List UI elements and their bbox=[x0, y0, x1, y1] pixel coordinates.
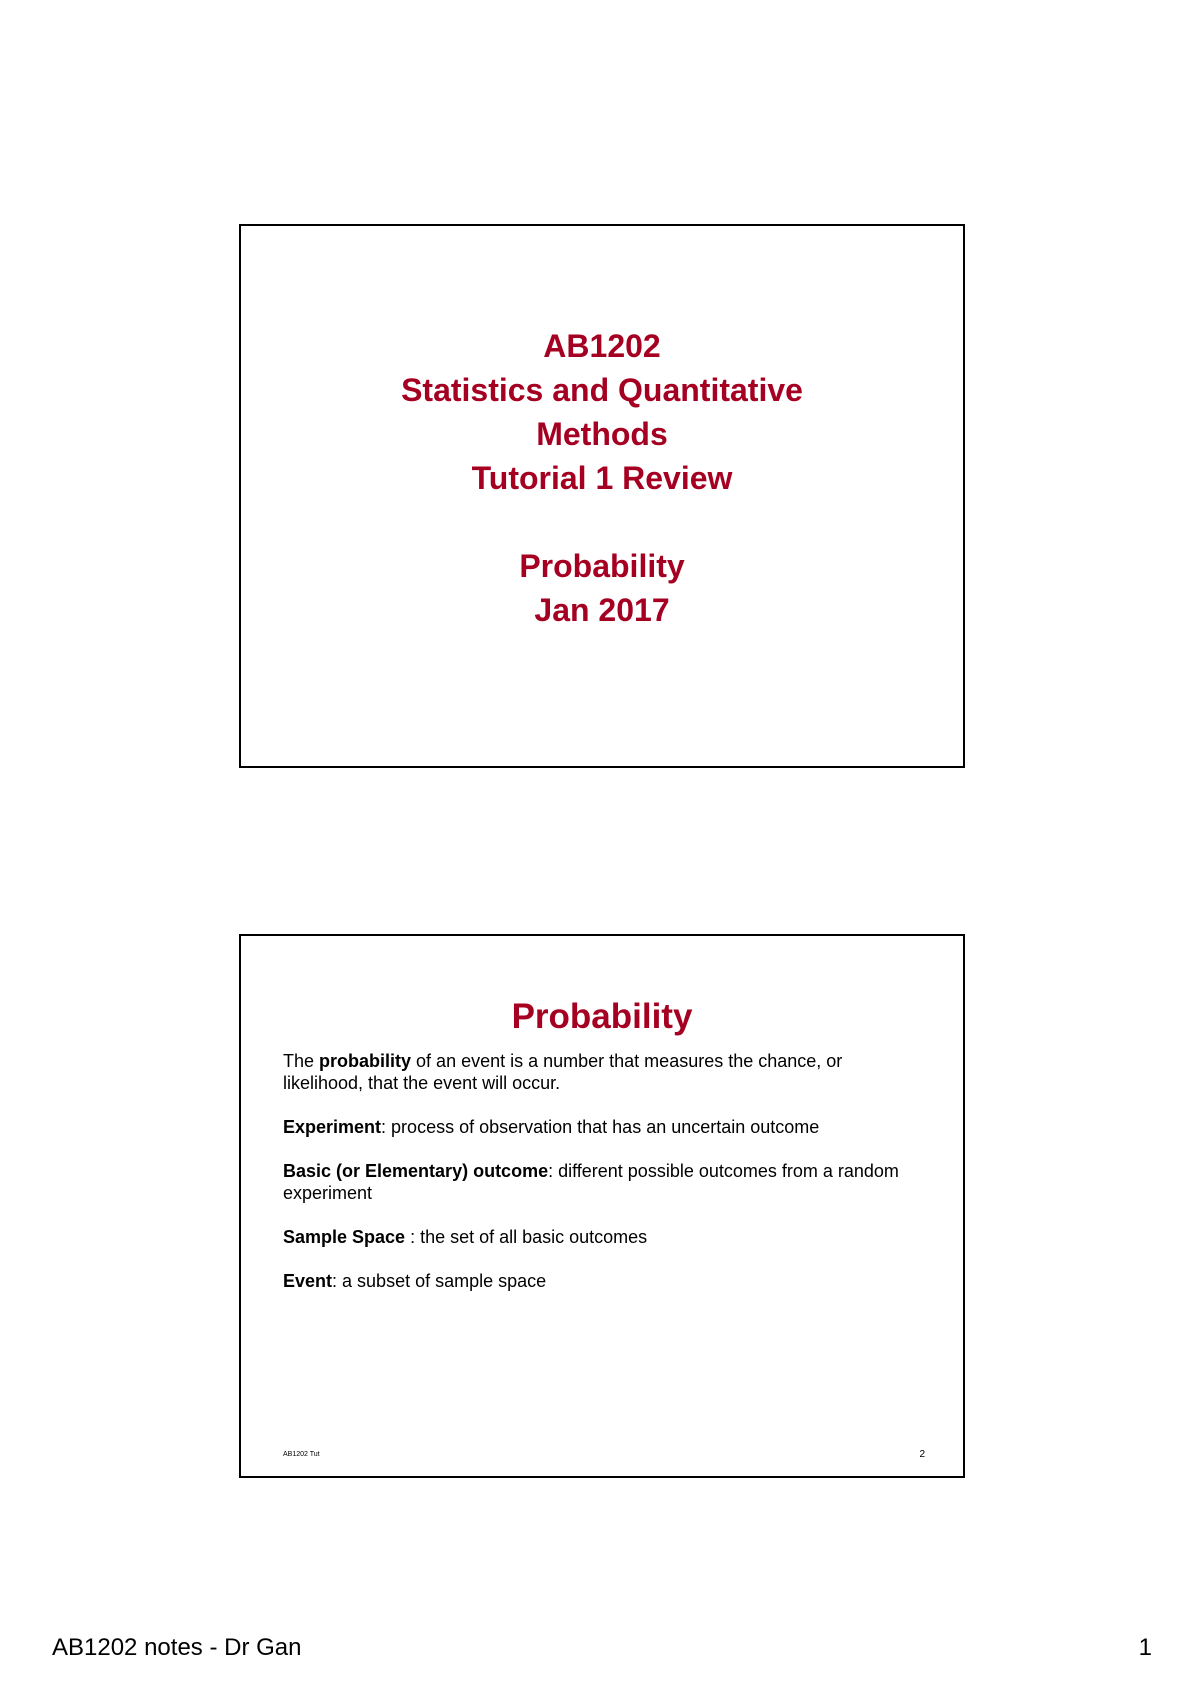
definition-basic-outcome bbox=[283, 1160, 923, 1204]
course-code: AB1202 bbox=[543, 328, 661, 364]
intro-term: probability bbox=[319, 1051, 412, 1071]
slide-2-heading: Probability bbox=[511, 997, 693, 1036]
slide-2 bbox=[239, 934, 965, 1478]
definition-text: : the set of all basic outcomes bbox=[405, 1227, 648, 1247]
definition-experiment bbox=[283, 1116, 923, 1138]
topic-title: Probability bbox=[519, 548, 685, 584]
tutorial-title: Tutorial 1 Review bbox=[471, 460, 733, 496]
intro-prefix: The bbox=[283, 1051, 320, 1071]
probability-definition bbox=[283, 1050, 923, 1094]
slide-1 bbox=[239, 224, 965, 768]
definition-term: Experiment bbox=[283, 1117, 382, 1137]
definition-text: : different possible outcomes from a random experiment bbox=[283, 1161, 899, 1203]
course-title-line-2: Methods bbox=[536, 416, 668, 452]
definition-term: Sample Space bbox=[283, 1227, 406, 1247]
definition-text: : process of observation that has an uncertain outcome bbox=[381, 1117, 820, 1137]
definition-term: Event bbox=[283, 1271, 333, 1291]
intro-text: of an event is a number that measures the chance, or likelihood, that the event will occur. bbox=[283, 1051, 843, 1093]
slide-number: 2 bbox=[919, 1449, 925, 1460]
slide-1-title-block bbox=[241, 324, 963, 632]
page-footer-text: AB1202 notes - Dr Gan bbox=[52, 1634, 302, 1661]
slide-footer-label: AB1202 Tut bbox=[283, 1451, 320, 1458]
slide-date: Jan 2017 bbox=[534, 592, 670, 628]
page-number: 1 bbox=[1138, 1634, 1152, 1661]
slide-2-body bbox=[283, 1050, 923, 1314]
definition-text: : a subset of sample space bbox=[332, 1271, 547, 1291]
definition-event bbox=[283, 1270, 923, 1292]
definition-sample-space bbox=[283, 1226, 923, 1248]
definition-term: Basic (or Elementary) outcome bbox=[283, 1161, 549, 1181]
course-title-line-1: Statistics and Quantitative bbox=[401, 372, 803, 408]
